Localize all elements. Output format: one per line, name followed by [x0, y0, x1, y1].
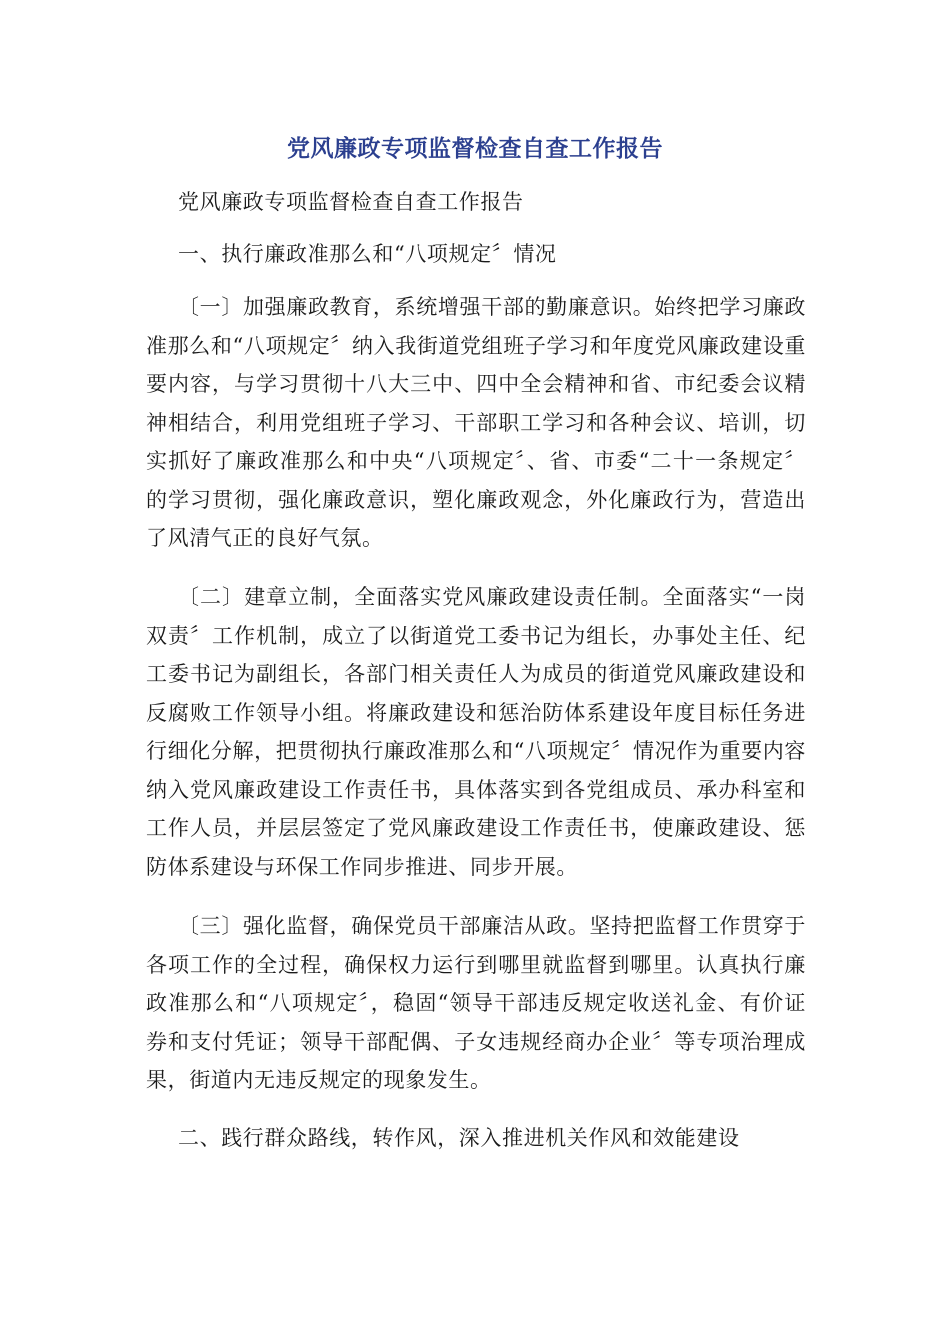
section-heading-2: 二、践行群众路线，转作风，深入推进机关作风和效能建设: [178, 1126, 740, 1150]
paragraph-1-2: 〔二〕建章立制，全面落实党风廉政建设责任制。全面落实“一岗双责〞工作机制，成立了以街道党工委书记为组长，办事处主任、纪工委书记为副组长，各部门相关责任人为成员的街道党风廉政建设和反腐败工作领导小组。将廉政建设和惩治防体系建设年度目标任务进行细化分解，把贯彻执行廉政准那么和“八项规定〞情况作为重要内容纳入党风廉政建设工作责任书，具体落实到各党组成员、承办科室和工作人员，并层层签定了党风廉政建设工作责任书，使廉政建设、惩防体系建设与环保工作同步推进、同步开展。: [146, 585, 806, 879]
subtitle-paragraph: 党风廉政专项监督检查自查工作报告: [178, 190, 524, 214]
paragraph-1-3: 〔三〕强化监督，确保党员干部廉洁从政。坚持把监督工作贯穿于各项工作的全过程，确保权力运行到哪里就监督到哪里。认真执行廉政准那么和“八项规定〞，稳固“领导干部违反规定收送礼金、有价证券和支付凭证；领导干部配偶、子女违规经商办企业〞等专项治理成果，街道内无违反规定的现象发生。: [146, 914, 806, 1092]
paragraph-1-1: 〔一〕加强廉政教育，系统增强干部的勤廉意识。始终把学习廉政准那么和“八项规定〞纳入我街道党组班子学习和年度党风廉政建设重要内容，与学习贯彻十八大三中、四中全会精神和省、市纪委会议精神相结合，利用党组班子学习、干部职工学习和各种会议、培训，切实抓好了廉政准那么和中央“八项规定〞、省、市委“二十一条规定〞的学习贯彻，强化廉政意识，塑化廉政观念，外化廉政行为，营造出了风清气正的良好气氛。: [146, 295, 806, 550]
document-title: 党风廉政专项监督检查自查工作报告: [287, 136, 663, 162]
section-heading-1: 一、执行廉政准那么和“八项规定〞情况: [178, 242, 557, 266]
